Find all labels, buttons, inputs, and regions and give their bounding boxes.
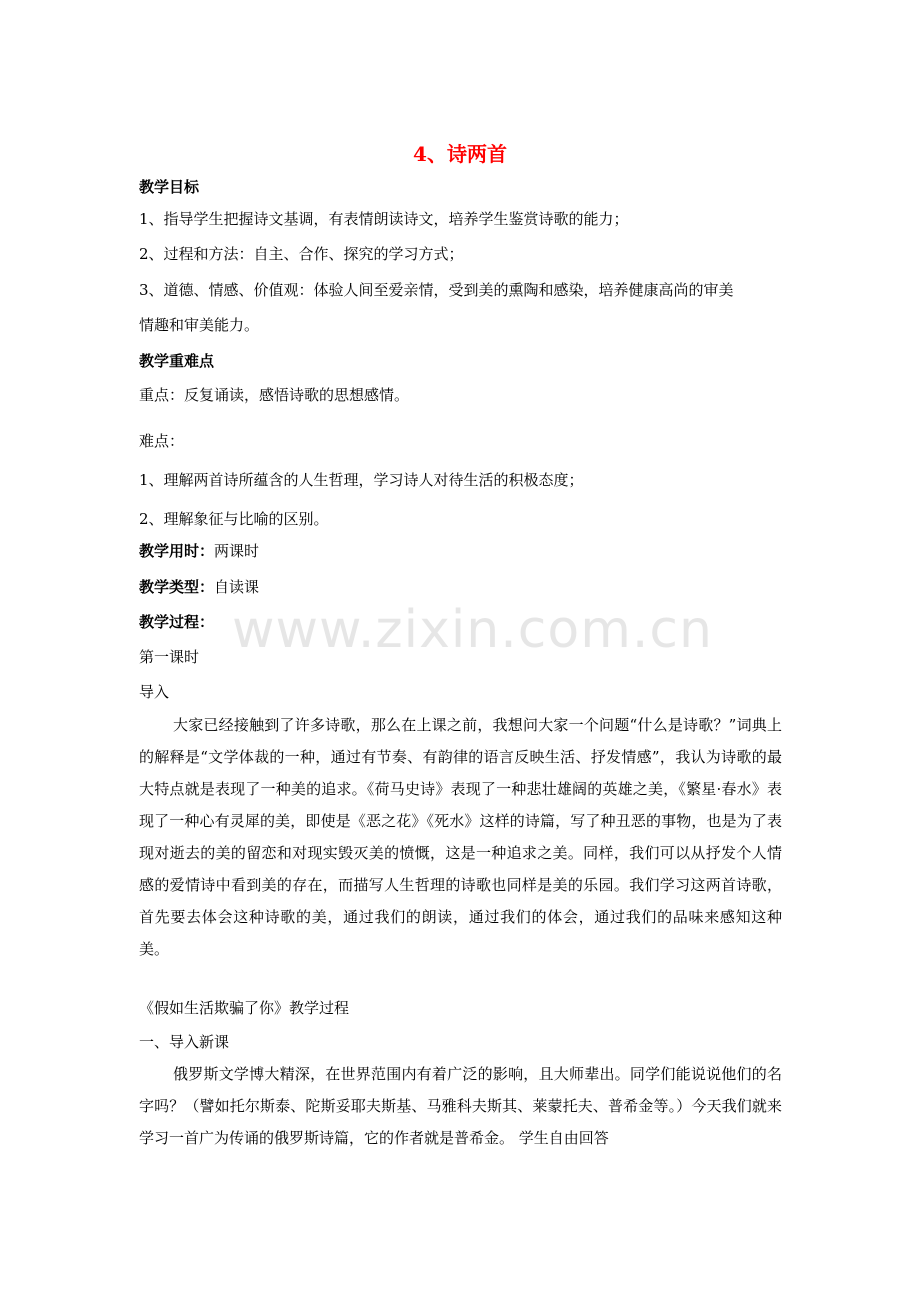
objective-3-line-1: 3、道德、情感、价值观：体验人间至爱亲情，受到美的熏陶和感染，培养健康高尚的审美 xyxy=(139,281,734,299)
teaching-time xyxy=(139,540,259,562)
intro-paragraph: 大家已经接触到了许多诗歌，那么在上课之前，我想问大家一个问题“什么是诗歌？”词典上的解释是“文学体裁的一种，通过有节奏、有韵律的语言反映生活、抒发情感”，我认为诗歌的最大特点就是表现了一种美的追求。《荷马史诗》表现了一种悲壮雄阔的英雄之美，《繁星·春水》表现了一种心有灵犀的美，即使是《恶之花》《死水》这样的诗篇，写了种丑恶的事物，也是为了表现对逝去的美的留恋和对现实毁灭美的愤慨，这是一种追求之美。同样，我们可以从抒发个人情感的爱情诗中看到美的存在，而描写人生哲理的诗歌也同样是美的乐园。我们学习这两首诗歌，首先要去体会这种诗歌的美，通过我们的朗读，通过我们的体会，通过我们的品味来感知这种美。 xyxy=(139,716,782,958)
new-lesson-paragraph: 俄罗斯文学博大精深，在世界范围内有着广泛的影响，且大师辈出。同学们能说说他们的名字吗？（譬如托尔斯泰、陀斯妥耶夫斯基、马雅科夫斯其、莱蒙托夫、普希金等。）今天我们就来学习一首广为传诵的俄罗斯诗篇，它的作者就是普希金。 学生自由回答 xyxy=(139,1065,782,1147)
intro-heading: 导入 xyxy=(139,683,170,701)
teaching-type xyxy=(139,576,259,598)
new-lesson-heading: 一、导入新课 xyxy=(139,1033,230,1051)
teaching-time-value: 两课时 xyxy=(214,542,260,560)
watermark: www.zixin.com.cn xyxy=(232,600,713,660)
objective-3-line-2: 情趣和审美能力。 xyxy=(139,316,260,334)
key-difficulty-heading: 教学重难点 xyxy=(139,352,215,370)
teaching-type-value: 自读课 xyxy=(214,578,260,596)
difficulty-1: 1、理解两首诗所蕴含的人生哲理，学习诗人对待生活的积极态度； xyxy=(139,471,584,489)
objective-2: 2、过程和方法：自主、合作、探究的学习方式； xyxy=(139,245,464,263)
objectives-heading: 教学目标 xyxy=(139,178,200,196)
poem-process-heading: 《假如生活欺骗了你》教学过程 xyxy=(139,999,350,1017)
objective-1: 1、指导学生把握诗文基调，有表情朗读诗文，培养学生鉴赏诗歌的能力； xyxy=(139,210,629,228)
teaching-time-label: 教学用时： xyxy=(139,542,215,560)
lesson-one-heading: 第一课时 xyxy=(139,648,200,666)
teaching-type-label: 教学类型： xyxy=(139,578,215,596)
difficulty-label: 难点： xyxy=(139,432,185,450)
page-title: 4、诗两首 xyxy=(413,142,507,166)
key-point: 重点：反复诵读，感悟诗歌的思想感情。 xyxy=(139,386,410,404)
difficulty-2: 2、理解象征与比喻的区别。 xyxy=(139,510,329,528)
process-heading: 教学过程： xyxy=(139,613,215,631)
